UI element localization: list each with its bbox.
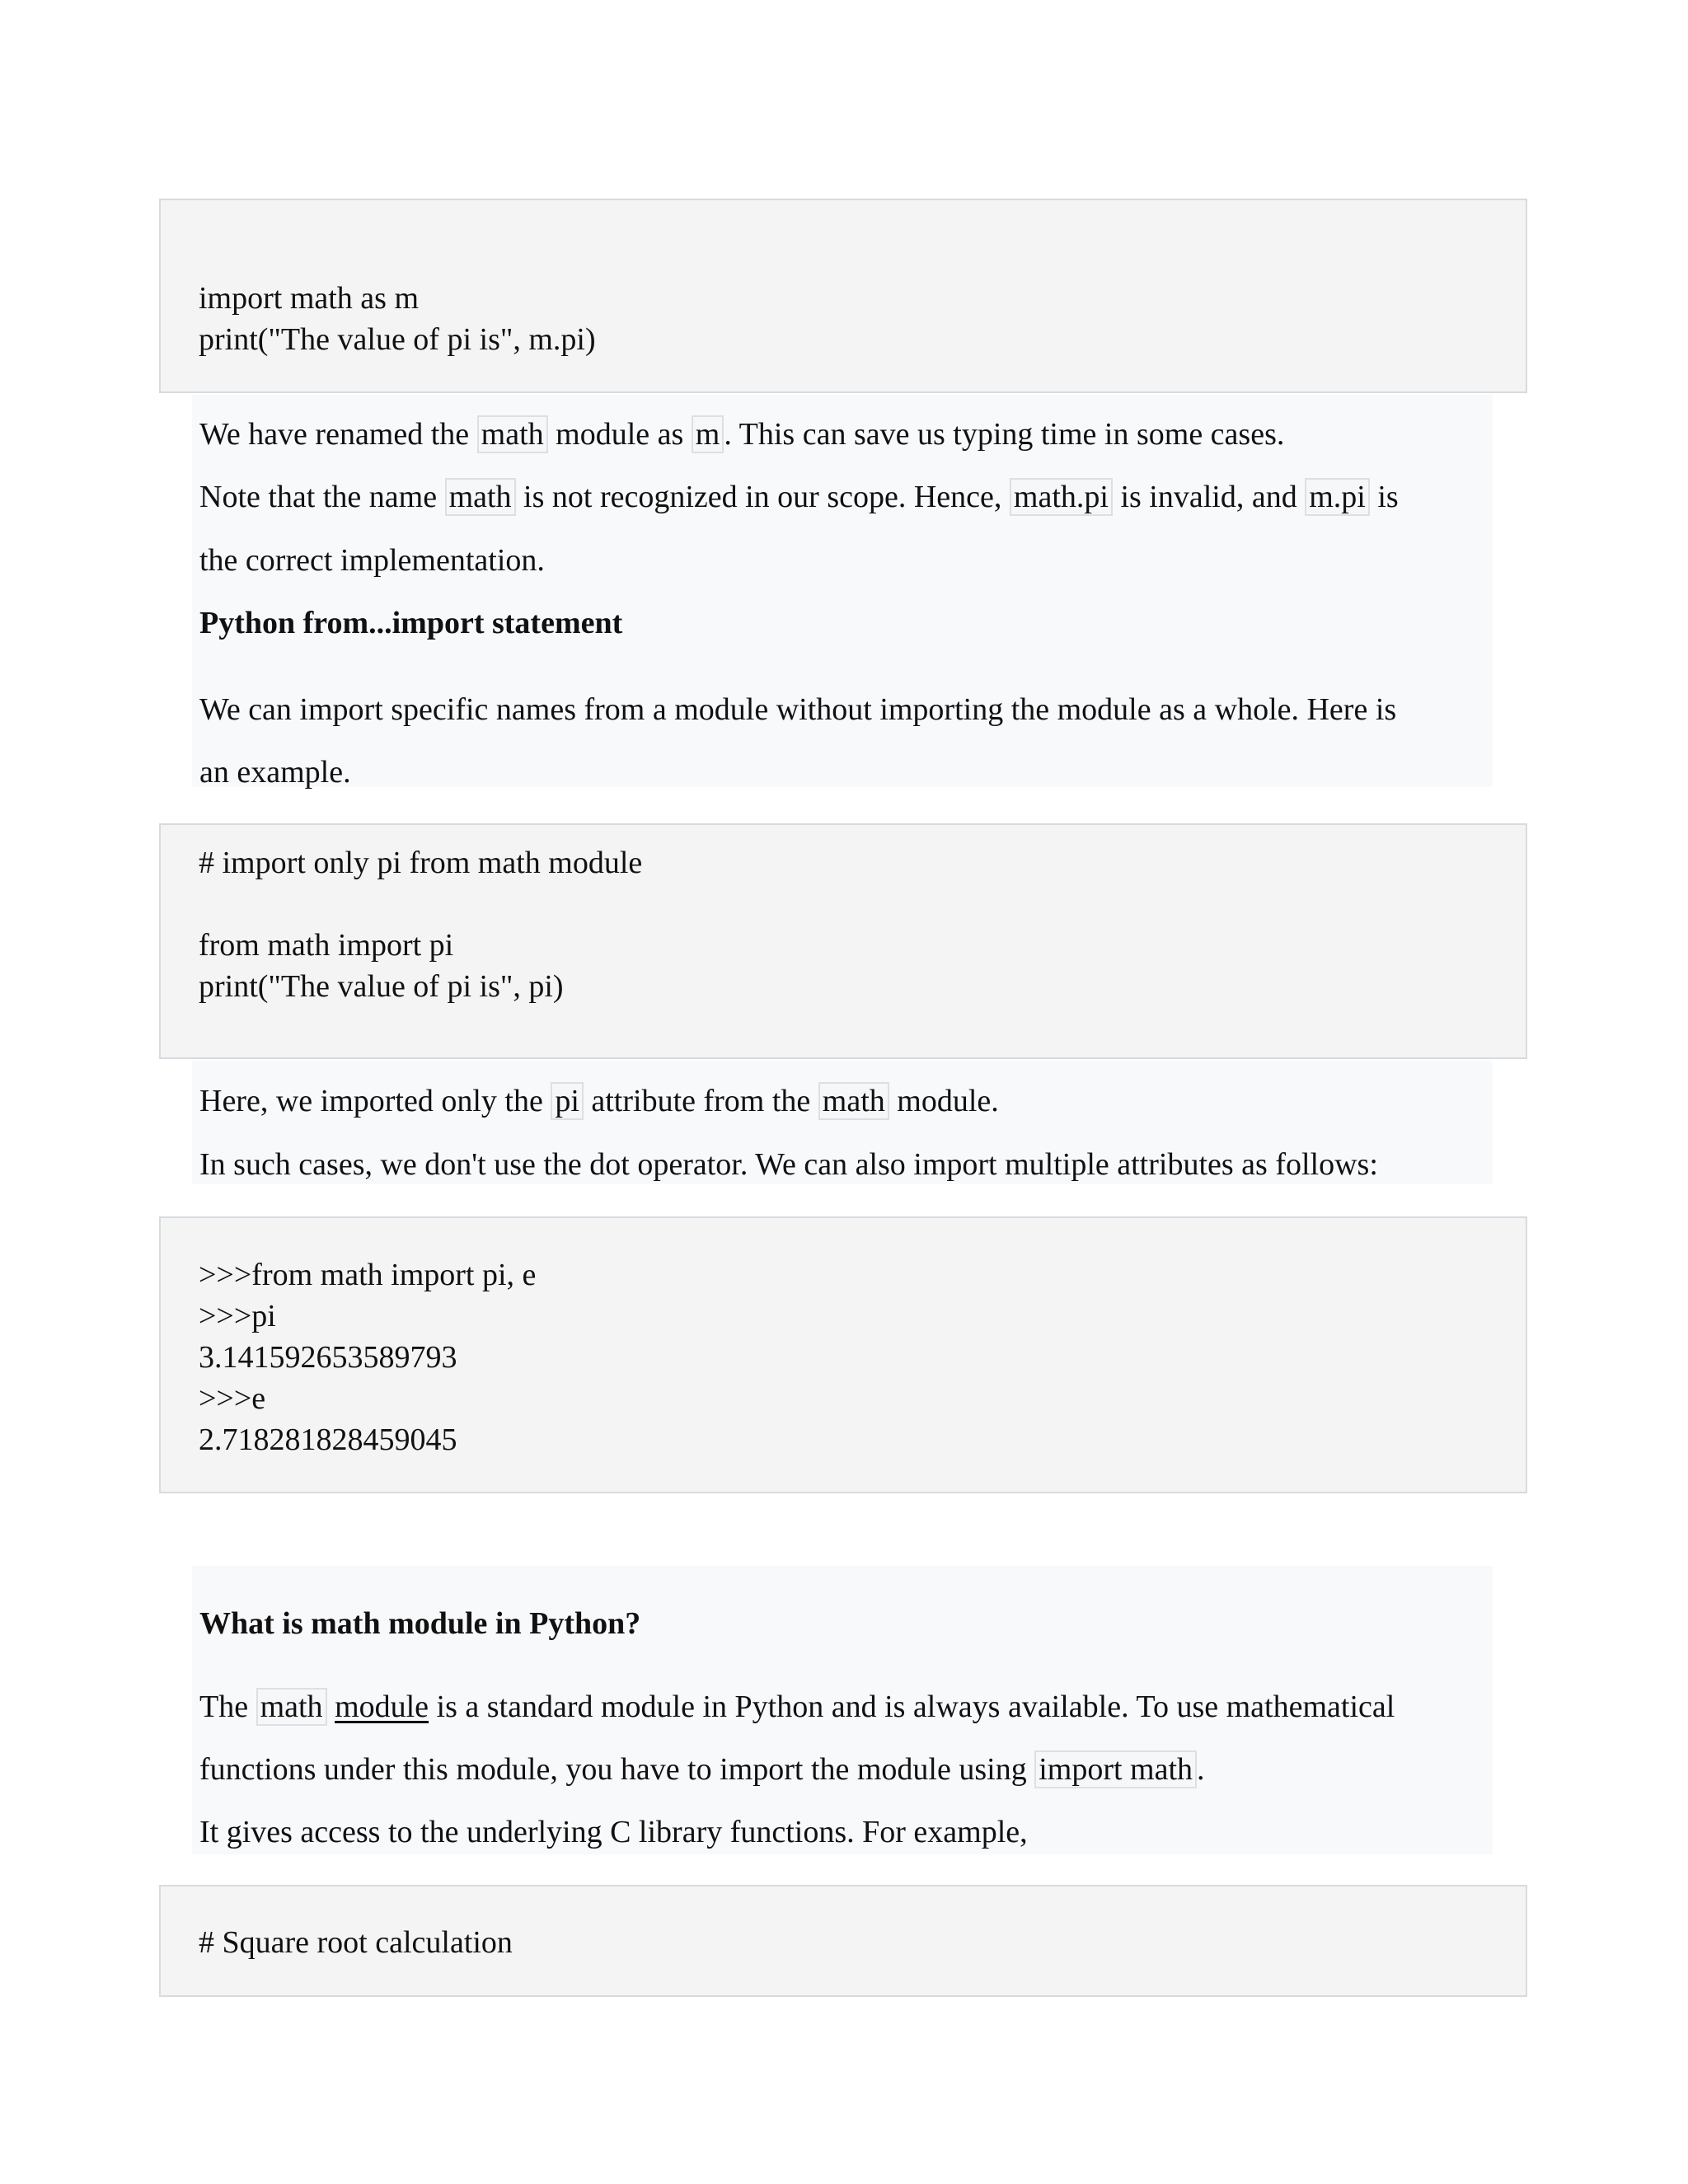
inline-code-math: math <box>477 415 548 453</box>
code-line: from math import pi <box>199 928 454 963</box>
paragraph-scope-note-cont: the correct implementation. <box>199 543 545 578</box>
inline-code-math-pi: math.pi <box>1010 478 1113 516</box>
inline-code-pi: pi <box>551 1082 584 1120</box>
code-line: import math as m <box>199 281 420 316</box>
code-line: print("The value of pi is", pi) <box>199 969 564 1004</box>
code-block-repl <box>159 1216 1527 1493</box>
code-comment: # Square root calculation <box>199 1925 513 1960</box>
inline-code-m-pi: m.pi <box>1305 478 1370 516</box>
code-line: >>>from math import pi, e <box>199 1258 537 1292</box>
code-line: >>>pi <box>199 1299 276 1333</box>
paragraph-imported-pi: Here, we imported only the pi attribute from the math module. <box>199 1084 999 1118</box>
code-block-from-import <box>159 823 1527 1059</box>
paragraph-math-standard: The math module is a standard module in Python and is always available. To use mathematical <box>199 1690 1395 1724</box>
code-block-square-root <box>159 1885 1527 1997</box>
section-heading-math-module: What is math module in Python? <box>199 1606 641 1641</box>
inline-code-math: math <box>445 478 516 516</box>
inline-code-import-math: import math <box>1034 1750 1197 1788</box>
paragraph-specific-names-cont: an example. <box>199 755 351 790</box>
code-line: >>>e <box>199 1381 266 1416</box>
text-section-attribute-import <box>192 1061 1493 1184</box>
code-line: print("The value of pi is", m.pi) <box>199 322 596 357</box>
code-line: 3.141592653589793 <box>199 1340 457 1375</box>
paragraph-scope-note: Note that the name math is not recognized in our scope. Hence, math.pi is invalid, and m.pi is <box>199 480 1399 514</box>
module-link[interactable]: module <box>335 1690 429 1724</box>
inline-code-math: math <box>818 1082 889 1120</box>
text-section-math-module <box>192 1566 1493 1854</box>
code-line: 2.718281828459045 <box>199 1422 457 1457</box>
section-heading-from-import: Python from...import statement <box>199 606 623 640</box>
text-section-rename <box>192 395 1493 790</box>
paragraph-specific-names: We can import specific names from a module without importing the module as a whole. Here is <box>199 692 1397 727</box>
paragraph-import-usage: functions under this module, you have to import the module using import math . <box>199 1752 1205 1787</box>
paragraph-rename: We have renamed the math module as m . This can save us typing time in some cases. <box>199 417 1285 452</box>
inline-code-math: math <box>256 1688 327 1726</box>
paragraph-c-library: It gives access to the underlying C library functions. For example, <box>199 1815 1028 1849</box>
code-block-import-as <box>159 199 1527 393</box>
code-comment: # import only pi from math module <box>199 846 643 880</box>
paragraph-dot-operator: In such cases, we don't use the dot operator. We can also import multiple attributes as follows: <box>199 1147 1378 1182</box>
inline-code-m: m <box>692 415 724 453</box>
